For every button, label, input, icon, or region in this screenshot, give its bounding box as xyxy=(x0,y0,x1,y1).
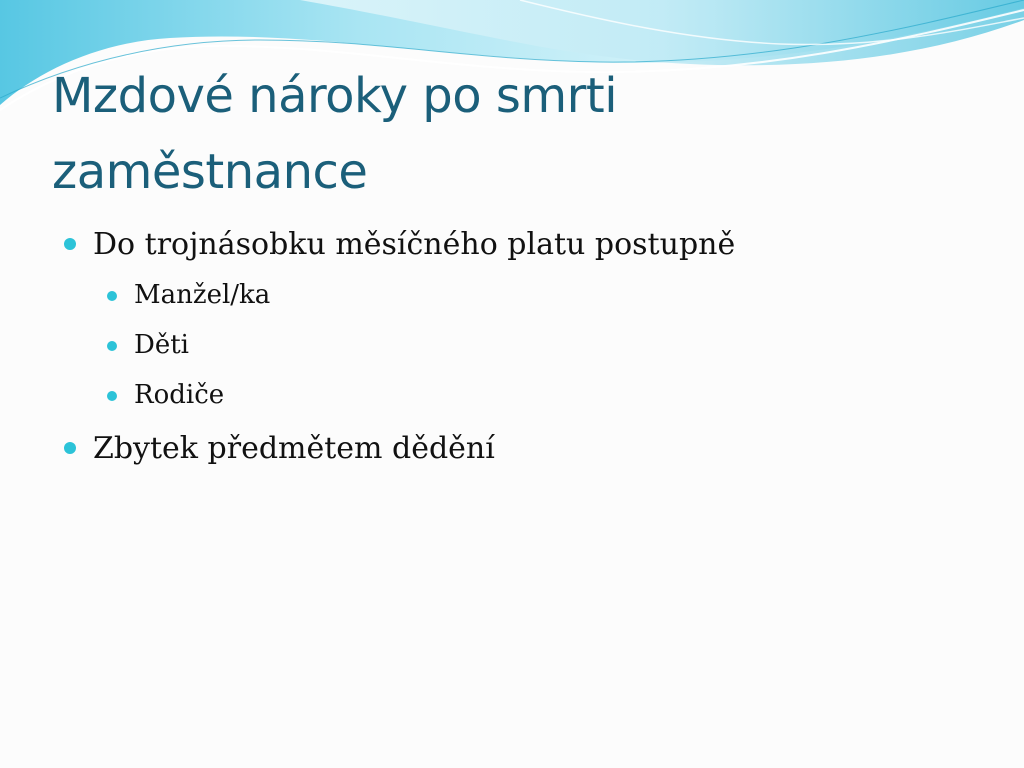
sub-bullet-item xyxy=(60,272,960,318)
sub-bullet-item xyxy=(60,322,960,368)
sub-bullet-icon xyxy=(107,291,117,301)
slide-title xyxy=(52,58,972,210)
bullet-item xyxy=(60,222,960,268)
bullet-text: Zbytek předmětem dědění xyxy=(93,431,495,466)
sub-bullet-icon xyxy=(107,391,117,401)
sub-bullet-icon xyxy=(107,341,117,351)
slide-title-line-1: Mzdové nároky po smrti xyxy=(52,68,618,124)
bullet-text: Do trojnásobku měsíčného platu postupně xyxy=(93,227,736,262)
sub-bullet-text: Rodiče xyxy=(134,380,225,410)
bullet-item xyxy=(60,426,960,472)
sub-bullet-text: Manžel/ka xyxy=(134,280,271,310)
sub-bullet-item xyxy=(60,372,960,418)
sub-bullet-text: Děti xyxy=(134,330,189,360)
bullet-icon xyxy=(64,442,76,454)
bullet-list xyxy=(60,222,960,474)
slide-title-line-2: zaměstnance xyxy=(52,144,368,200)
bullet-icon xyxy=(64,238,76,250)
